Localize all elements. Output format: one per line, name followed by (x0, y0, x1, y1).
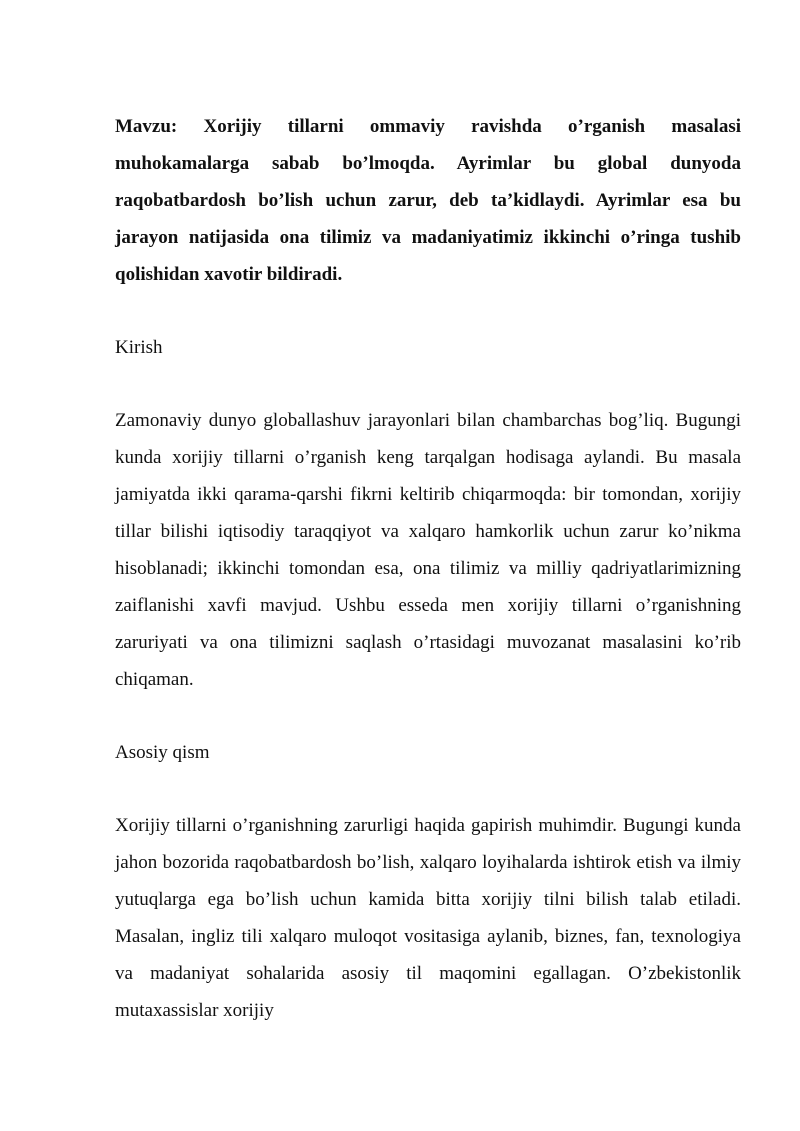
introduction-paragraph: Zamonaviy dunyo globallashuv jarayonlari bilan chambarchas bog’liq. Bugungi kunda xorijiy tillarni o’rganish keng tarqalgan hodisaga aylandi. Bu masala jamiyatda ikki qarama-qarshi fikrni keltirib chiqarmoqda: bir tomondan, xorijiy tillar bilishi iqtisodiy taraqqiyot va xalqaro hamkorlik uchun zarur ko’nikma hisoblanadi; ikkinchi tomondan esa, ona tilimiz va milliy qadriyatlarimizning zaiflanishi xavfi mavjud. Ushbu esseda men xorijiy tillarni o’rganishning zaruriyati va ona tilimizni saqlash o’rtasidagi muvozanat masalasini ko’rib chiqaman. (115, 410, 741, 690)
section-heading-introduction: Kirish (115, 337, 163, 358)
section-heading-main-part: Asosiy qism (115, 742, 210, 763)
document-content (115, 108, 741, 1029)
spacer (115, 698, 741, 734)
spacer (115, 293, 741, 329)
spacer (115, 771, 741, 807)
topic-paragraph: Mavzu: Xorijiy tillarni ommaviy ravishda o’rganish masalasi muhokamalarga sabab bo’lmoqda. Ayrimlar bu global dunyoda raqobatbardosh bo’lish uchun zarur, deb ta’kidlaydi. Ayrimlar esa bu jarayon natijasida ona tilimiz va madaniyatimiz ikkinchi o’ringa tushib qolishidan xavotir bildiradi. (115, 116, 741, 285)
main-part-paragraph: Xorijiy tillarni o’rganishning zarurligi haqida gapirish muhimdir. Bugungi kunda jahon bozorida raqobatbardosh bo’lish, xalqaro loyihalarda ishtirok etish va ilmiy yutuqlarga ega bo’lish uchun kamida bitta xorijiy tilni bilish talab etiladi. Masalan, ingliz tili xalqaro muloqot vositasiga aylanib, biznes, fan, texnologiya va madaniyat sohalarida asosiy til maqomini egallagan. O’zbekistonlik mutaxassislar xorijiy (115, 815, 741, 1021)
spacer (115, 366, 741, 402)
